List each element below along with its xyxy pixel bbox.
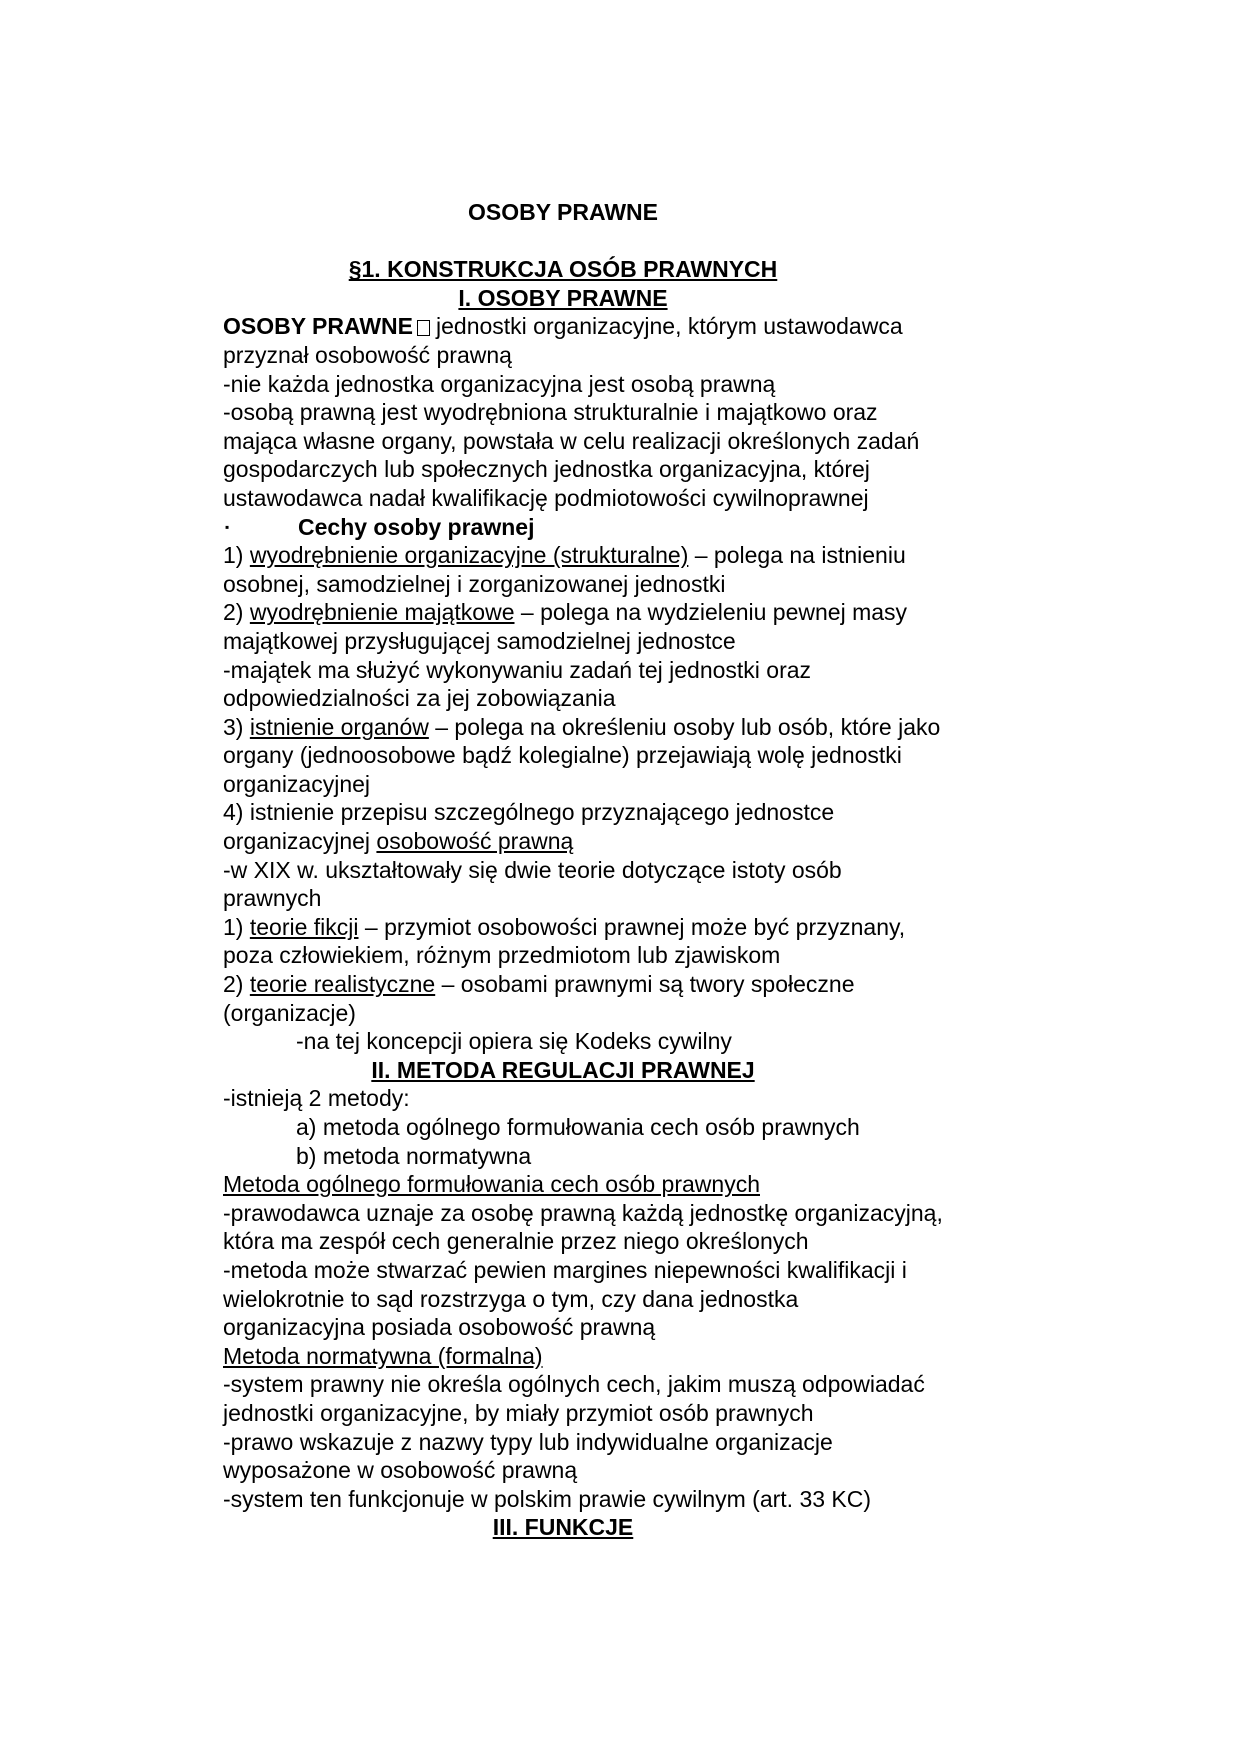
definition-term: OSOBY PRAWNE	[223, 313, 413, 340]
underlined-term: wyodrębnienie majątkowe	[249, 599, 515, 626]
spacer	[223, 227, 1023, 256]
text-line: ustawodawca nadał kwalifikację podmiotowości cywilnoprawnej	[223, 484, 869, 511]
list-number: 2)	[223, 971, 250, 998]
definition-text: jednostki organizacyjne, którym ustawodawca	[436, 313, 903, 340]
text-line: odpowiedzialności za jej zobowiązania	[223, 685, 616, 712]
list-text: organizacyjnej	[223, 828, 377, 855]
text-line: organy (jednoosobowe bądź kolegialne) przejawiają wolę jednostki	[223, 742, 902, 769]
text-line: -prawodawca uznaje za osobę prawną każdą jednostkę organizacyjną,	[223, 1199, 943, 1226]
text-line: jednostki organizacyjne, by miały przymiot osób prawnych	[223, 1399, 814, 1426]
document-body	[223, 198, 1023, 1542]
text-line: organizacyjna posiada osobowość prawną	[223, 1314, 656, 1341]
text-line: -majątek ma służyć wykonywaniu zadań tej jednostki oraz	[223, 656, 812, 683]
bullet-heading-text: Cechy osoby prawnej	[298, 513, 535, 540]
section-heading: §1. KONSTRUKCJA OSÓB PRAWNYCH	[348, 256, 778, 283]
text-line	[223, 827, 1023, 856]
text-line: 4) istnienie przepisu szczególnego przyznającego jednostce	[223, 799, 835, 826]
text-line: -system ten funkcjonuje w polskim prawie cywilnym (art. 33 KC)	[223, 1485, 872, 1512]
list-text: – przymiot osobowości prawnej może być przyznany,	[358, 913, 906, 940]
underlined-heading: Metoda ogólnego formułowania cech osób prawnych	[223, 1171, 760, 1198]
text-line: poza człowiekiem, różnym przedmiotom lub zjawiskom	[223, 942, 781, 969]
list-number: 2)	[223, 599, 250, 626]
text-line: (organizacje)	[223, 999, 356, 1026]
list-item	[223, 970, 1023, 999]
underlined-term: istnienie organów	[249, 713, 429, 740]
underlined-term: osobowość prawną	[376, 828, 574, 855]
underlined-term: teorie realistyczne	[249, 971, 436, 998]
subsection-heading: II. METODA REGULACJI PRAWNEJ	[371, 1056, 755, 1083]
arrow-placeholder-icon	[417, 320, 430, 336]
text-line: prawnych	[223, 885, 322, 912]
text-line: majątkowej przysługującej samodzielnej jednostce	[223, 627, 736, 654]
text-line: -w XIX w. ukształtowały się dwie teorie dotyczące istoty osób	[223, 856, 842, 883]
bullet-icon: ▪	[225, 519, 230, 534]
text-line: gospodarczych lub społecznych jednostka organizacyjna, której	[223, 456, 870, 483]
text-line: -system prawny nie określa ogólnych cech, jakim muszą odpowiadać	[223, 1371, 925, 1398]
list-text: – polega na wydzieleniu pewnej masy	[514, 599, 908, 626]
text-line: wyposażone w osobowość prawną	[223, 1457, 578, 1484]
text-line: organizacyjnej	[223, 770, 371, 797]
underlined-term: teorie fikcji	[249, 913, 359, 940]
underlined-heading: Metoda normatywna (formalna)	[223, 1342, 543, 1369]
bullet-heading	[223, 513, 1023, 542]
definition-line	[223, 312, 1023, 341]
document-title: OSOBY PRAWNE	[468, 199, 658, 225]
text-line: -nie każda jednostka organizacyjna jest osobą prawną	[223, 370, 776, 397]
text-line: która ma zespół cech generalnie przez niego określonych	[223, 1228, 809, 1255]
list-text: – osobami prawnymi są twory społeczne	[435, 971, 855, 998]
list-item	[223, 541, 1023, 570]
indented-line: a) metoda ogólnego formułowania cech osób prawnych	[296, 1114, 860, 1140]
text-line: -osobą prawną jest wyodrębniona strukturalnie i majątkowo oraz	[223, 399, 878, 426]
list-item	[223, 598, 1023, 627]
text-line: wielokrotnie to sąd rozstrzyga o tym, czy dana jednostka	[223, 1285, 799, 1312]
list-item	[223, 913, 1023, 942]
text-line: -istnieją 2 metody:	[223, 1085, 410, 1112]
subsection-heading: III. FUNKCJE	[492, 1514, 634, 1541]
list-text: – polega na istnieniu	[688, 542, 906, 569]
list-item	[223, 713, 1023, 742]
text-line: -metoda może stwarzać pewien margines niepewności kwalifikacji i	[223, 1256, 907, 1283]
text-line: przyznał osobowość prawną	[223, 341, 512, 368]
list-text: – polega na określeniu osoby lub osób, które jako	[428, 713, 941, 740]
indented-line: -na tej koncepcji opiera się Kodeks cywilny	[296, 1028, 732, 1055]
underlined-term: wyodrębnienie organizacyjne (strukturalne)	[249, 542, 689, 569]
indented-line: b) metoda normatywna	[296, 1142, 532, 1169]
text-line: mająca własne organy, powstała w celu realizacji określonych zadań	[223, 427, 920, 454]
list-number: 3)	[223, 713, 250, 740]
text-line: -prawo wskazuje z nazwy typy lub indywidualne organizacje	[223, 1428, 833, 1455]
list-number: 1)	[223, 542, 250, 569]
text-line: osobnej, samodzielnej i zorganizowanej jednostki	[223, 570, 726, 597]
list-number: 1)	[223, 913, 250, 940]
subsection-heading: I. OSOBY PRAWNE	[458, 284, 668, 311]
